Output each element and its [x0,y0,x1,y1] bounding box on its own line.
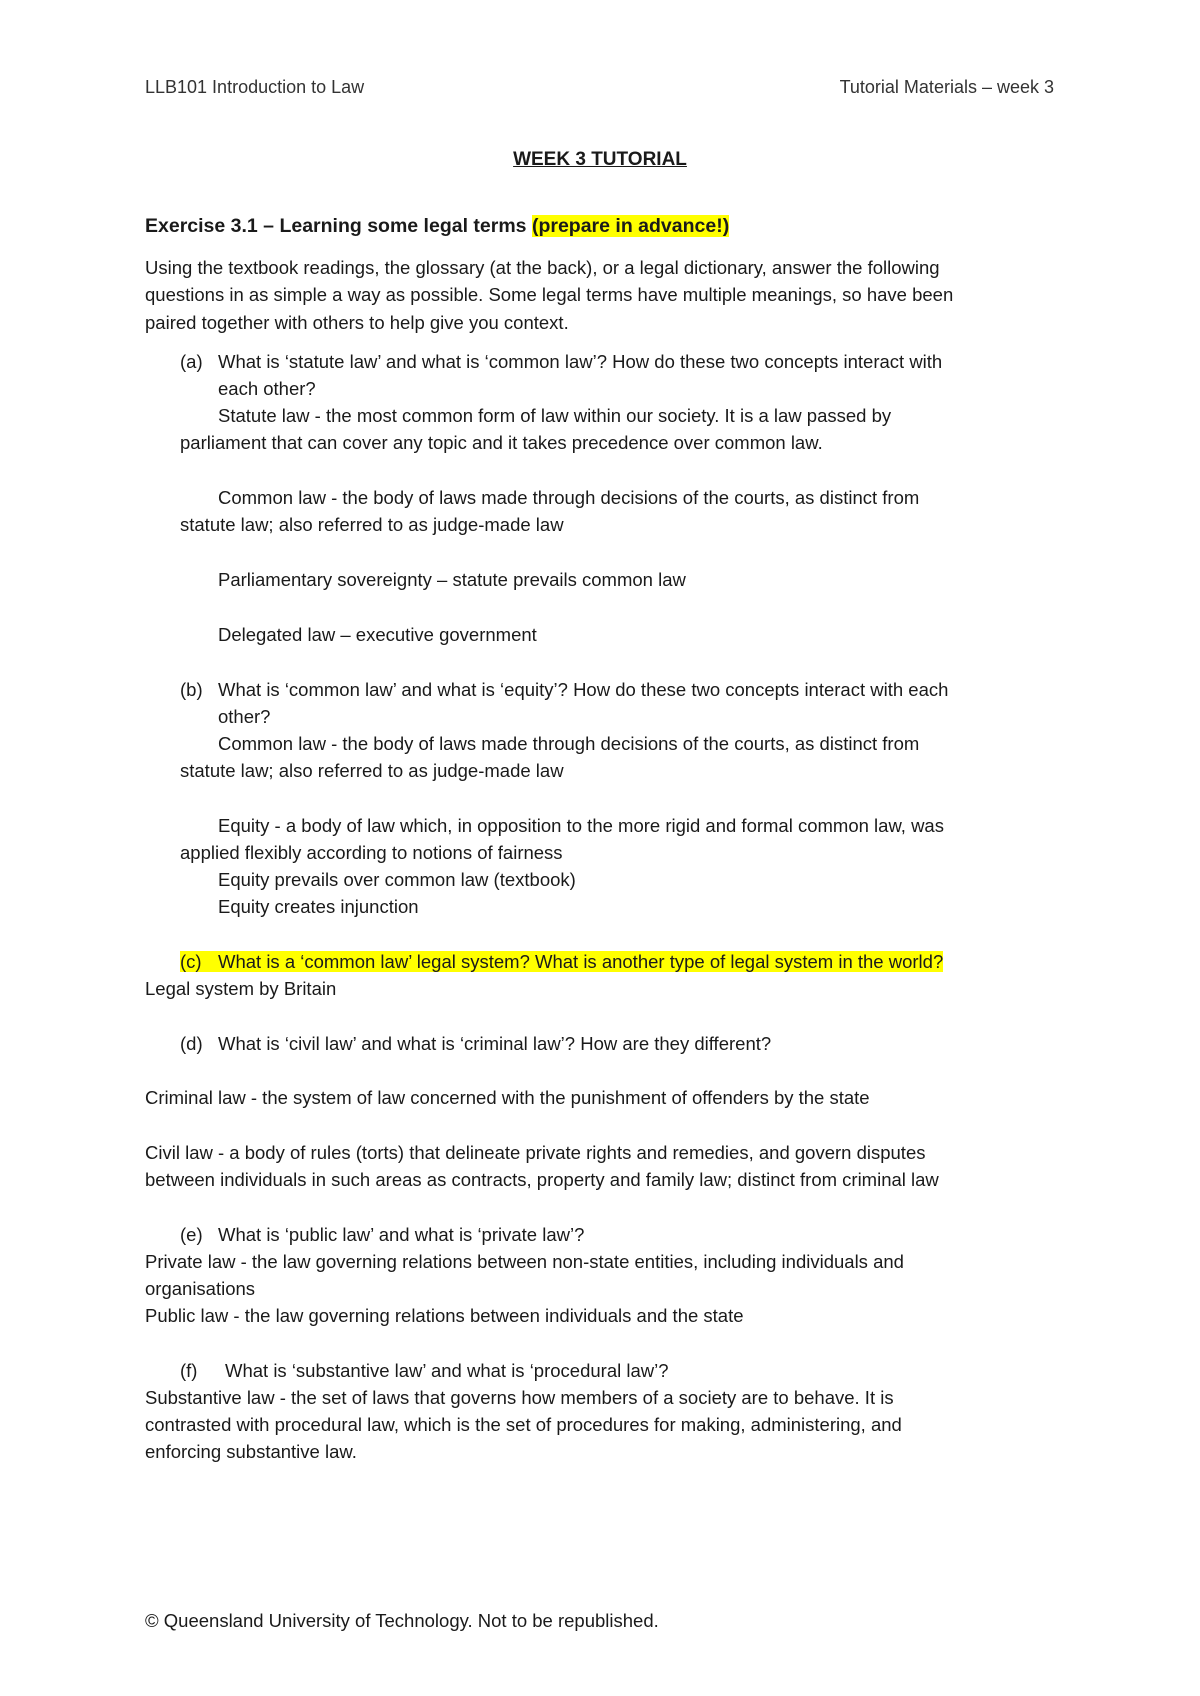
question-b [180,676,1060,703]
question-f-text: What is ‘substantive law’ and what is ‘procedural law’? [225,1360,669,1381]
exercise-intro [145,254,1045,336]
page-title: WEEK 3 TUTORIAL [513,149,687,170]
question-d [180,1030,1060,1057]
answer-d-criminal: Criminal law - the system of law concerned with the punishment of offenders by the state [145,1087,870,1108]
question-a-text-cont: each other? [218,378,316,399]
footer-copyright: © Queensland University of Technology. Not to be republished. [145,1610,659,1631]
exercise-title-text: Exercise 3.1 – Learning some legal terms [145,215,527,237]
intro-line: Using the textbook readings, the glossary (at the back), or a legal dictionary, answer the following [145,257,940,278]
question-a-text: What is ‘statute law’ and what is ‘common law’? How do these two concepts interact with [218,351,943,372]
answer-f-line1: Substantive law - the set of laws that governs how members of a society are to behave. It is [145,1387,894,1408]
answer-b-prevails: Equity prevails over common law (textbook) [218,869,576,890]
question-d-label: (d) [180,1033,203,1054]
answer-b-injunction: Equity creates injunction [218,896,419,917]
answer-a-sovereignty: Parliamentary sovereignty – statute prevails common law [218,569,686,590]
answer-f-line3: enforcing substantive law. [145,1441,357,1462]
question-d-text: What is ‘civil law’ and what is ‘criminal law’? How are they different? [218,1033,772,1054]
answer-e-private-line1: Private law - the law governing relations between non-state entities, including individuals and [145,1251,904,1272]
exercise-highlight: (prepare in advance!) [531,215,730,237]
answer-b-equity-line2: applied flexibly according to notions of fairness [180,842,563,863]
answer-b-equity-line1: Equity - a body of law which, in opposition to the more rigid and formal common law, was [218,815,944,836]
answer-a-common-line2: statute law; also referred to as judge-made law [180,514,564,535]
question-a-label: (a) [180,351,203,372]
answer-e-private-line2: organisations [145,1278,256,1299]
exercise-title [145,215,729,238]
question-b-text-cont: other? [218,706,271,727]
answer-a-statute-line2: parliament that can cover any topic and it takes precedence over common law. [180,432,823,453]
answer-f-line2: contrasted with procedural law, which is the set of procedures for making, administering, and [145,1414,902,1435]
answer-d-civil-line1: Civil law - a body of rules (torts) that delineate private rights and remedies, and govern disputes [145,1142,926,1163]
answer-c: Legal system by Britain [145,978,337,999]
question-c-text: What is a ‘common law’ legal system? What is another type of legal system in the world? [218,951,944,972]
question-e-text: What is ‘public law’ and what is ‘private law’? [218,1224,585,1245]
answer-b-common-line1: Common law - the body of laws made through decisions of the courts, as distinct from [218,733,920,754]
question-b-text: What is ‘common law’ and what is ‘equity’? How do these two concepts interact with each [218,679,949,700]
question-f [180,1357,1060,1384]
intro-line: questions in as simple a way as possible. Some legal terms have multiple meanings, so have been [145,284,954,306]
question-b-label: (b) [180,679,203,700]
answer-e-public: Public law - the law governing relations between individuals and the state [145,1305,744,1326]
question-c [180,948,943,975]
header-materials: Tutorial Materials – week 3 [839,77,1054,97]
intro-line: paired together with others to help give you context. [145,311,569,333]
answer-a-common-line1: Common law - the body of laws made through decisions of the courts, as distinct from [218,487,920,508]
question-f-label: (f) [180,1360,198,1381]
answer-a-delegated: Delegated law – executive government [218,624,537,645]
question-c-label: (c) [180,951,202,972]
question-e-label: (e) [180,1224,203,1245]
answer-a-statute-line1: Statute law - the most common form of law within our society. It is a law passed by [218,405,892,426]
answer-b-common-line2: statute law; also referred to as judge-made law [180,760,564,781]
question-a [180,348,1060,375]
header-course: LLB101 Introduction to Law [145,77,365,97]
question-c-highlight [180,951,943,972]
answer-d-civil-line2: between individuals in such areas as contracts, property and family law; distinct from criminal law [145,1169,939,1190]
question-e [180,1221,1060,1248]
